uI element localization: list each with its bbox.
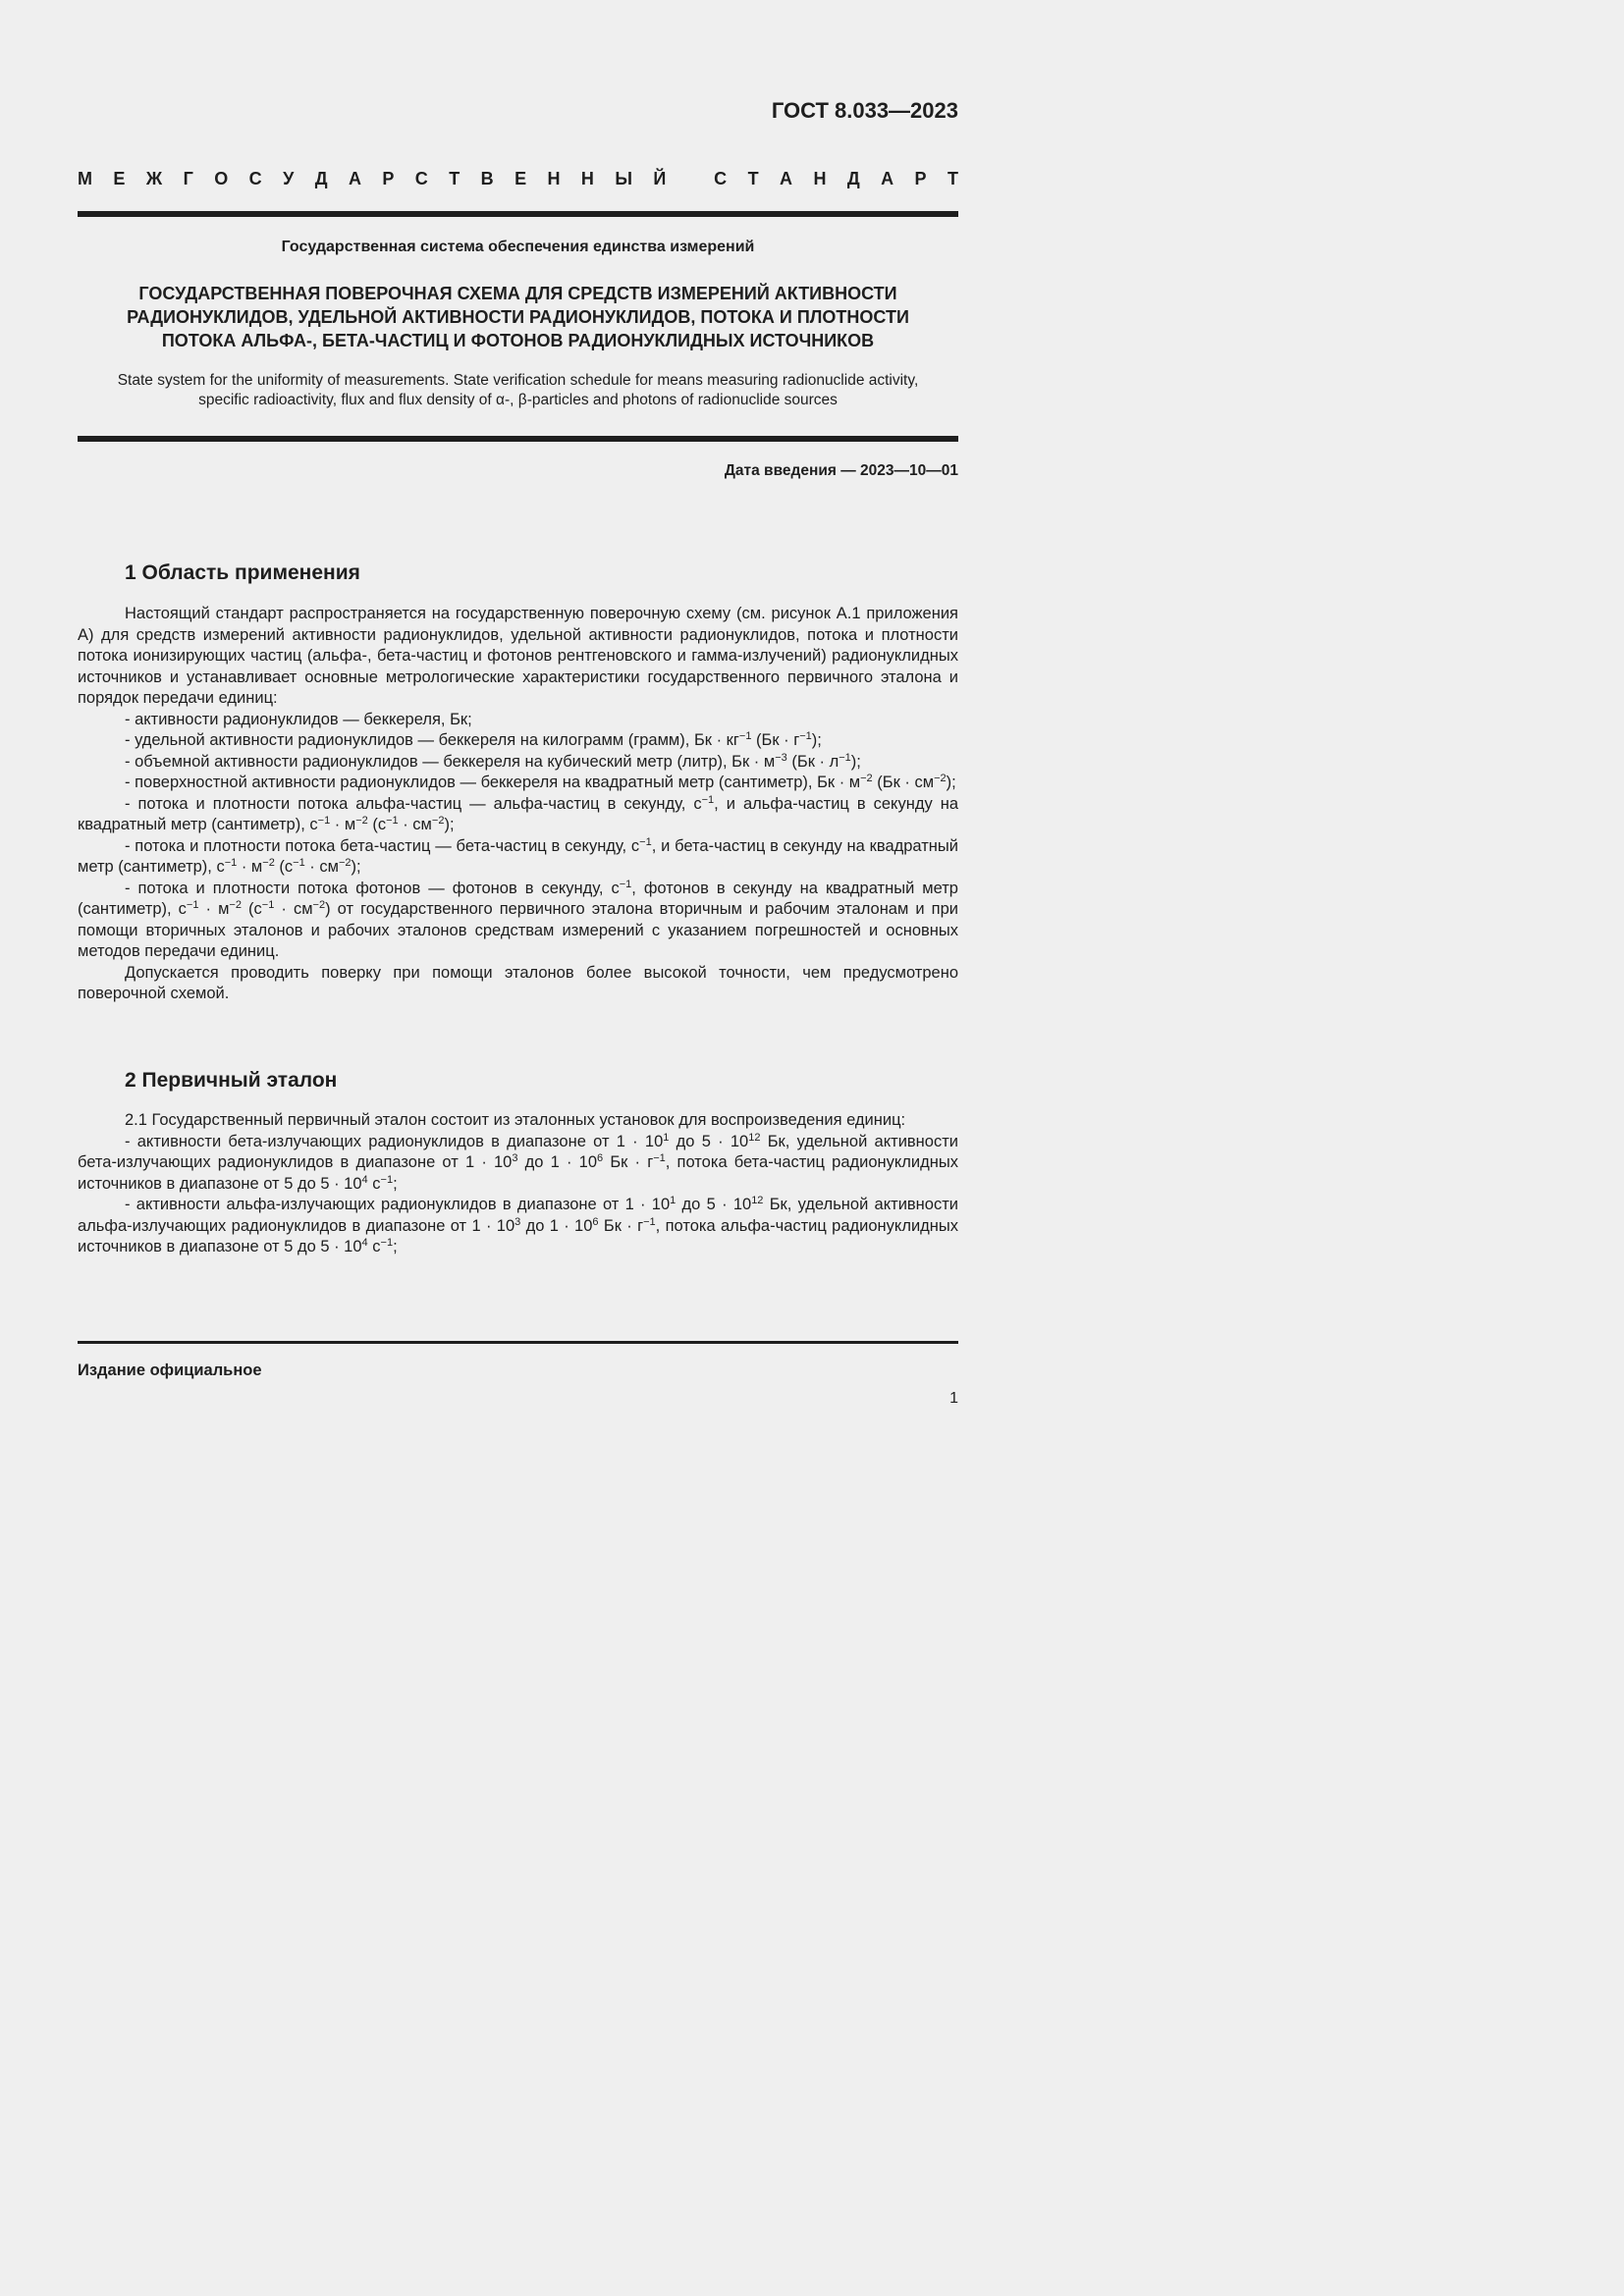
standard-type [78,169,958,189]
section-1-item: - объемной активности радионуклидов — беккереля на кубический метр (литр), Бк · $м^{-3}$ $(Бк \cdot л^{-1})$; [125,751,861,771]
standard-type-letter: Н [547,169,561,188]
standard-type-letter: М [78,169,92,188]
section-2-intro: 2.1 Государственный первичный эталон состоит из эталонных установок для воспроизведения единиц: [125,1111,906,1129]
edition-note: Издание официальное [78,1362,262,1379]
section-1-closing: Допускается проводить поверку при помощи эталонов более высокой точности, чем предусмотрено поверочной схемой. [78,963,958,1002]
standard-type-letter: Н [813,169,827,188]
english-title-line: specific radioactivity, flux and flux density of α-, β-particles and photons of radionuclide sources [198,392,838,408]
standard-type-letter: Д [314,169,328,188]
standard-type-letter: Н [580,169,594,188]
gost-number: ГОСТ 8.033—2023 [771,98,958,123]
page-number: 1 [949,1390,958,1407]
standard-type-letter: Т [947,169,958,188]
section-2-item: - активности альфа-излучающих радионуклидов в диапазоне от $1 \cdot 10^1$ до $5 \cdot 10^{12}$ Бк, удельной активности альфа-излучающих радионуклидов в диапазоне от $1 \cdot 10^3$ до $1 \cdot 10^6$ Бк · $г^{-1}$, потока альфа-частиц радионуклидных источников в диапазоне от 5 до $5 \cdot 10^4$ $с^{-1}$; [78,1195,959,1255]
main-title-line: ПОТОКА АЛЬФА-, БЕТА-ЧАСТИЦ И ФОТОНОВ РАДИОНУКЛИДНЫХ ИСТОЧНИКОВ [161,331,875,350]
title-bottom-rule [78,436,958,442]
main-title [78,282,958,352]
system-title: Государственная система обеспечения единства измерений [281,239,755,255]
section-1-item: - активности радионуклидов — беккереля, Бк; [125,710,472,728]
english-title [78,371,958,410]
standard-type-letter: Р [914,169,927,188]
section-1-heading: 1 Область применения [125,561,360,584]
intro-date: Дата введения — 2023—10—01 [724,462,958,479]
standard-type-letter: Д [846,169,860,188]
standard-type-letter: Ы [615,169,632,188]
section-1-intro: Настоящий стандарт распространяется на государственную поверочную схему (см. рисунок А.1 приложения А) для средств измерений активности радионуклидов, удельной активности радионуклидов, потока и плотности потока ионизирующих частиц (альфа-, бета-частиц и фотонов рентгеновского и гамма-излучений) радионуклидных источников и устанавливает основные метрологические характеристики государственного первичного эталона и порядок передачи единиц: [78,605,958,707]
section-1-item: - поверхностной активности радионуклидов — беккереля на квадратный метр (сантиметр), Бк · $м^{-2}$ $(Бк \cdot см^{-2})$; [125,773,956,791]
standard-type-letter: Е [514,169,527,188]
standard-type-letter: Г [183,169,193,188]
section-1-item: - потока и плотности потока фотонов — фотонов в секунду, $с^{-1}$, фотонов в секунду на квадратный метр (сантиметр), $с^{-1} \cdot м^{-2}$ $(с^{-1} \cdot см^{-2})$ от государственного первичного эталона вторичным и рабочим эталонам и при помощи вторичных эталонов и рабочих эталонов средствам измерений с указанием погрешностей и основных методов передачи единиц. [78,878,958,960]
section-1-body [78,604,958,1005]
section-2-heading: 2 Первичный эталон [125,1069,338,1092]
standard-type-letter: А [780,169,793,188]
section-1-item: - потока и плотности потока бета-частиц — бета-частиц в секунду, $с^{-1}$, и бета-частиц в секунду на квадратный метр (сантиметр), $с^{-1} \cdot м^{-2}$ $(с^{-1} \cdot см^{-2})$; [78,835,958,876]
standard-type-letter: С [714,169,728,188]
standard-type-letter: Ж [145,169,163,188]
section-1-item: - удельной активности радионуклидов — беккереля на килограмм (грамм), Бк · $кг^{-1}$ $(Бк \cdot г^{-1})$; [125,730,822,749]
standard-type-letter: Т [747,169,759,188]
standard-type-letter: В [480,169,494,188]
section-2-body [78,1110,958,1258]
standard-type-letter: С [414,169,428,188]
main-title-line: ГОСУДАРСТВЕННАЯ ПОВЕРОЧНАЯ СХЕМА ДЛЯ СРЕДСТВ ИЗМЕРЕНИЙ АКТИВНОСТИ [138,284,897,303]
standard-type-letter: Р [382,169,395,188]
main-title-line: РАДИОНУКЛИДОВ, УДЕЛЬНОЙ АКТИВНОСТИ РАДИОНУКЛИДОВ, ПОТОКА И ПЛОТНОСТИ [127,307,909,327]
standard-type-letter: А [348,169,361,188]
standard-type-letter: Й [653,169,667,188]
standard-type-letter: У [283,169,295,188]
standard-type-gap [687,169,693,189]
section-1-item: - потока и плотности потока альфа-частиц — альфа-частиц в секунду, $с^{-1}$, и альфа-частиц в секунду на квадратный метр (сантиметр), $с^{-1} \cdot м^{-2}$ $(с^{-1} \cdot см^{-2})$; [78,793,958,833]
standard-type-letter: Т [449,169,460,188]
top-rule [78,211,958,217]
english-title-line: State system for the uniformity of measurements. State verification schedule for means measuring radionuclide activity, [117,372,919,389]
section-2-item: - активности бета-излучающих радионуклидов в диапазоне от $1 \cdot 10^1$ до $5 \cdot 10^{12}$ Бк, удельной активности бета-излучающих радионуклидов в диапазоне от $1 \cdot 10^3$ до $1 \cdot 10^6$ Бк · $г^{-1}$, потока бета-частиц радионуклидных источников в диапазоне от 5 до $5 \cdot 10^4$ $с^{-1}$; [78,1131,958,1193]
standard-type-letter: О [214,169,229,188]
standard-type-letter: С [248,169,262,188]
standard-type-letter: А [881,169,894,188]
footer-rule [78,1341,958,1344]
standard-type-letter: Е [113,169,126,188]
